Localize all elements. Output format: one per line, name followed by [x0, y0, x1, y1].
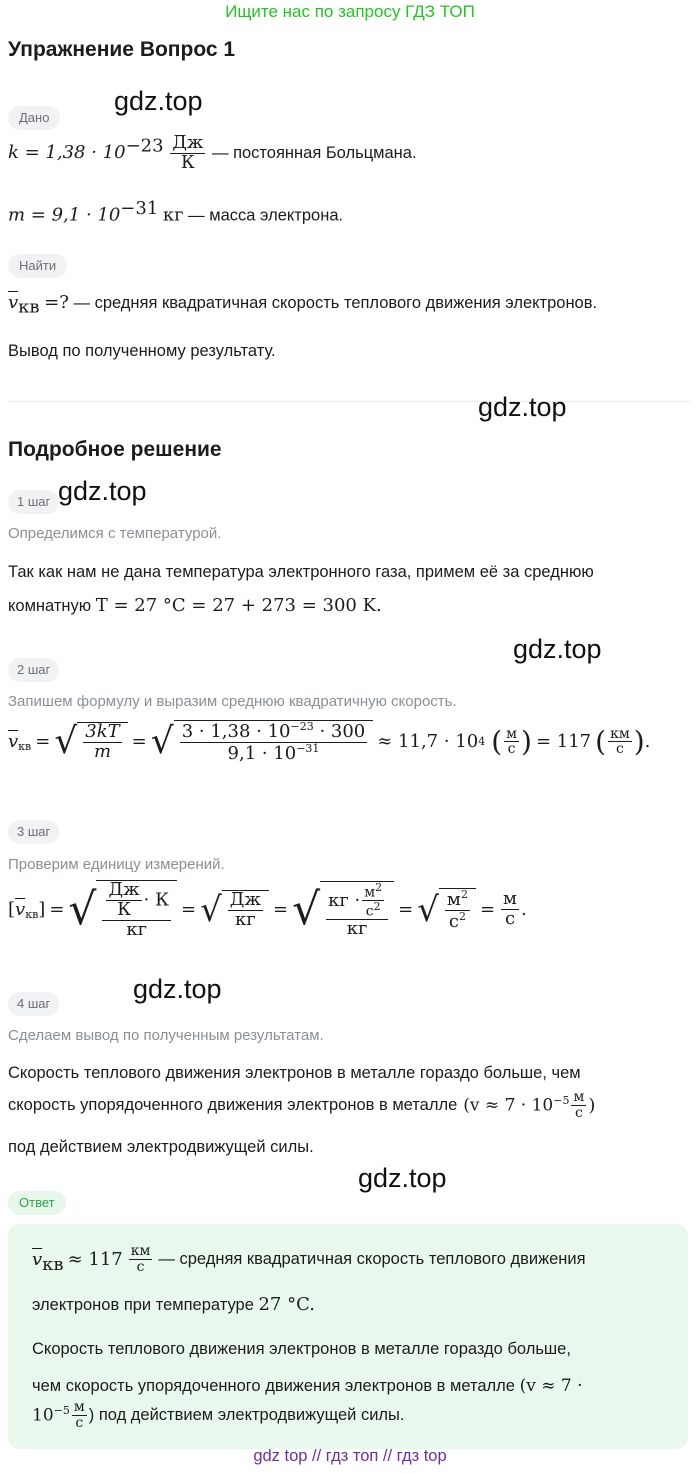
solution-title: Подробное решение — [8, 438, 222, 461]
k-unit: $\frac{Дж}{К}$ — [172, 132, 204, 173]
step4-hint: Сделаем вывод по полученным результатам. — [8, 1027, 324, 1044]
watermark: gdz.top — [114, 86, 203, 116]
divider — [8, 401, 690, 402]
answer-line3: Скорость теплового движения электронов в металле гораздо больше, — [32, 1340, 571, 1358]
watermark: gdz.top — [513, 634, 602, 664]
answer-line2: электронов при температуре 27 °C. — [32, 1294, 315, 1315]
find-conclusion: Вывод по полученному результату. — [8, 342, 276, 360]
find-v: $\overline{v}_{кв}$ =? — средняя квадратичная скорость теплового движения электронов. — [8, 292, 598, 318]
answer-line5: $10^{-5}$ $\frac{м}{с}$ ) под действием электродвижущей силы. — [32, 1399, 405, 1431]
given-badge: Дано — [8, 106, 60, 130]
step1-line2: комнатную T = 27 °C = 27 + 273 = 300 K. — [8, 595, 382, 616]
answer-line4: чем скорость упорядоченного движения электронов в металле (v ≈ 7 · — [32, 1376, 583, 1396]
step3-hint: Проверим единицу измерений. — [8, 856, 225, 873]
answer-badge: Ответ — [8, 1191, 66, 1215]
footer-links[interactable]: gdz top // гдз топ // гдз top — [253, 1447, 447, 1465]
step4-line1: Скорость теплового движения электронов в металле гораздо больше, чем — [8, 1064, 581, 1082]
given-m: $m = 9,1 \cdot 10^{-31}$ кг — масса электрона. — [8, 198, 344, 226]
step1-badge: 1 шаг — [8, 490, 59, 514]
step2-badge: 2 шаг — [8, 658, 59, 682]
watermark: gdz.top — [358, 1163, 447, 1193]
watermark: gdz.top — [133, 974, 222, 1004]
step3-badge: 3 шаг — [8, 820, 59, 844]
watermark: gdz.top — [478, 392, 567, 422]
find-badge: Найти — [8, 254, 67, 278]
step4-badge: 4 шаг — [8, 992, 59, 1016]
step1-line1: Так как нам не дана температура электронного газа, примем её за среднюю — [8, 563, 594, 581]
step3-formula: [ $\overline{v}$ $_{кв}$ ] = √ $\frac{Дж}{К}$ · К кг = √ $\frac{Дж}{кг}$ = √ кг · $\frac{м^2}{с^2}$ кг = √ $\frac{м^2}{с^2}$ = $\frac{м}{с}$ . — [8, 879, 527, 940]
watermark: gdz.top — [58, 476, 147, 506]
step2-formula: $\overline{v}$ $_{кв}$ = √ $\frac{3kT}{m}$ = √ $\frac{3 \cdot 1,38 \cdot 10^{-23} \cdot 300}{9,1 \cdot 10^{-31}}$ ≈ 11,7 · 10 4 ( $\frac{м}{с}$ ) = 117 ( $\frac{км}{с}$ ) . — [8, 720, 651, 764]
search-banner: Ищите нас по запросу ГДЗ ТОП — [225, 2, 475, 21]
step1-hint: Определимся с температурой. — [8, 525, 222, 542]
answer-line1: $\overline{v}$ кв ≈ 117 $\frac{км}{с}$ — средняя квадратичная скорость теплового движения — [32, 1243, 586, 1275]
step4-line3: под действием электродвижущей силы. — [8, 1138, 314, 1156]
step2-hint: Запишем формулу и выразим среднюю квадратичную скорость. — [8, 693, 457, 710]
given-k: $k = 1,38 \cdot 10^{-23}$ $\frac{Дж}{К}$ — постоянная Больцмана. — [8, 132, 417, 173]
exercise-title: Упражнение Вопрос 1 — [8, 38, 236, 61]
step4-line2: скорость упорядоченного движения электронов в металле ($v \approx 7 \cdot 10^{-5}$ $\frac{м}{с}$ ) — [8, 1089, 596, 1121]
